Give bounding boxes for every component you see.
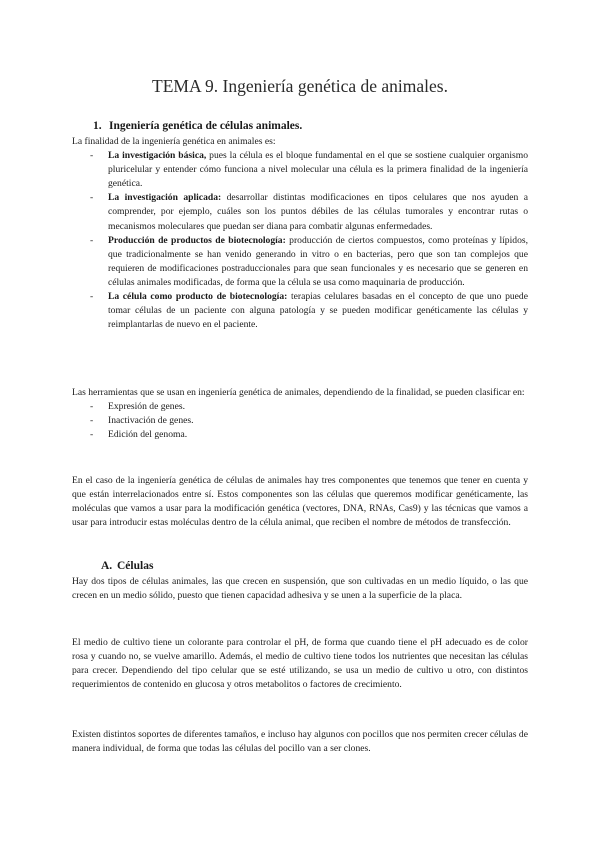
goal-item [72, 290, 528, 332]
goal-text: terapias celulares basadas en el concepto de que uno puede tomar células de un paciente con alguna patología y se pueden modificar genéticamente las células y reimplantarlas de nuevo en el paciente. [108, 291, 528, 331]
section-1-title: Ingeniería genética de células animales. [109, 120, 303, 132]
goal-lead: La investigación aplicada: [108, 192, 222, 204]
components-paragraph: En el caso de la ingeniería genética de células de animales hay tres componentes que tenemos que tener en cuenta y que están interrelacionados entre sí. Estos componentes son las células que queremos modificar genéticamente, las moléculas que vamos a usar para la modificación genética (vectores, DNA, RNAs, Cas9) y las técnicas que vamos a usar para introducir estas moléculas dentro de la célula animal, que reciben el nombre de métodos de transfección. [72, 475, 528, 529]
components-block [72, 474, 528, 530]
section-a-heading [101, 558, 153, 574]
goal-item [72, 234, 528, 290]
goal-text: desarrollar distintas modificaciones en tipos celulares que nos ayuden a comprender, por ejemplo, cuáles son los puntos débiles de las células tumorales y encontrar rutas o mecanismos moleculares que puedan ser diana para combatir algunas enfermedades. [108, 192, 528, 232]
cells-paragraph-1-block [72, 575, 528, 603]
section-a-title: Células [117, 560, 154, 572]
tools-list [72, 400, 528, 442]
tool-item: - Edición del genoma. [72, 428, 528, 442]
goal-lead: La célula como producto de biotecnología: [108, 291, 288, 303]
tool-item: - Expresión de genes. [72, 400, 528, 414]
goal-text: pues la célula es el bloque fundamental en el que se sostiene cualquier organismo pluricelular y entender cómo funciona a nivel molecular una célula es la primera finalidad de la ingeniería genética. [108, 150, 528, 190]
goal-lead: La investigación básica, [108, 150, 207, 162]
section-1-number: 1. [93, 120, 102, 132]
tools-block [72, 386, 528, 442]
cells-paragraph-3-block [72, 728, 528, 756]
goals-intro: La finalidad de la ingeniería genética en animales es: [72, 136, 276, 147]
section-a-number: A. [101, 560, 113, 572]
goals-list [72, 149, 528, 332]
goal-lead: Producción de productos de biotecnología: [108, 234, 286, 246]
goal-item [72, 191, 528, 233]
tools-intro: Las herramientas que se usan en ingeniería genética de animales, dependiendo de la finalidad, se pueden clasificar en: [72, 387, 525, 398]
section-1-heading [93, 118, 302, 134]
section-1-body [72, 135, 528, 332]
cells-paragraph-3: Existen distintos soportes de diferentes tamaños, e incluso hay algunos con pocillos que nos permiten crecer células de manera individual, de forma que todas las células del pocillo van a ser clones. [72, 729, 528, 755]
page-title: TEMA 9. Ingeniería genética de animales. [152, 76, 448, 96]
goal-text: producción de ciertos compuestos, como proteínas y lípidos, que tradicionalmente se han venido generando in vitro o en bacterias, pero que son tan complejos que requieren de modificaciones postraduccionales para que sean funcionales y es necesario que se generen en células animales modificadas, de forma que la célula se usa como maquinaria de producción. [108, 234, 528, 288]
goal-item [72, 149, 528, 191]
cells-paragraph-2: El medio de cultivo tiene un colorante para controlar el pH, de forma que cuando tiene el pH adecuado es de color rosa y cuando no, se vuelve amarillo. Además, el medio de cultivo tiene todos los nutrientes que necesitan las células para crecer. Dependiendo del tipo celular que se esté utilizando, se usa un medio de cultivo u otro, con distintos requerimientos de contenido en glucosa y otros metabolitos o factores de crecimiento. [72, 637, 528, 691]
cells-paragraph-2-block [72, 636, 528, 692]
tool-item: - Inactivación de genes. [72, 414, 528, 428]
cells-paragraph-1: Hay dos tipos de células animales, las que crecen en suspensión, que son cultivadas en un medio líquido, o las que crecen en un medio sólido, puesto que tienen capacidad adhesiva y se unen a la superficie de la placa. [72, 576, 528, 602]
